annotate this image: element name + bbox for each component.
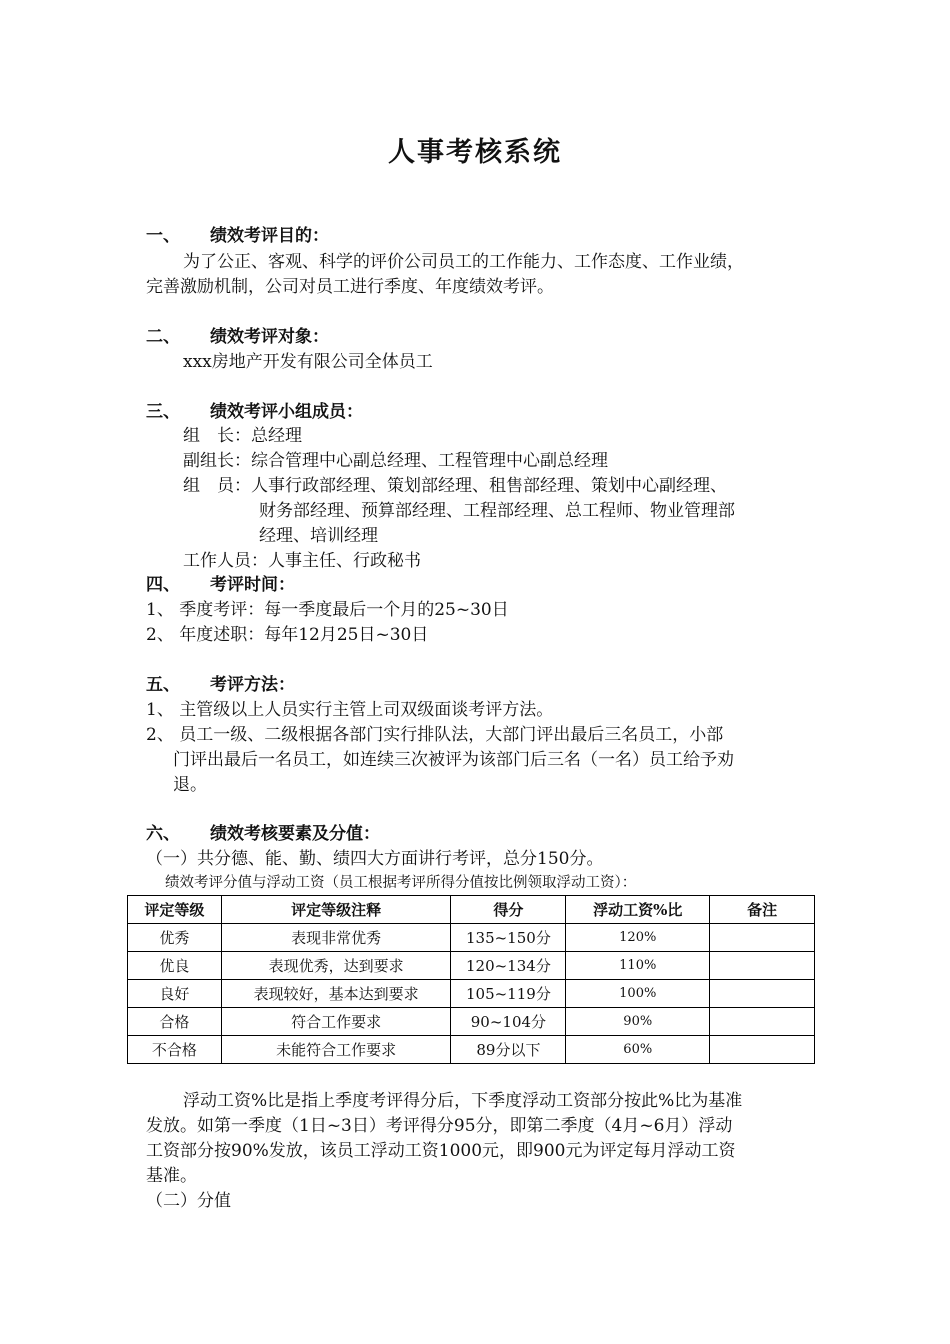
- staff-value: 人事主任、行政秘书: [268, 551, 421, 571]
- purpose-line-1: 为了公正、客观、科学的评价公司员工的工作能力、工作态度、工作业绩，: [183, 252, 744, 272]
- staff-label: 工作人员：: [183, 551, 268, 571]
- table-row: [128, 924, 815, 952]
- section-number: 六、: [146, 824, 180, 844]
- cell-remark: [710, 924, 815, 952]
- deputy-label: 副组长：: [183, 451, 251, 471]
- section-number: 五、: [146, 675, 180, 695]
- column-header-float-pay: 浮动工资%比: [566, 896, 710, 924]
- note-line-2: 发放。如第一季度（1日~3日）考评得分95分，即第二季度（4月~6月）浮动: [146, 1116, 733, 1136]
- member-value-line-1: 人事行政部经理、策划部经理、租售部经理、策划中心副经理、: [251, 476, 727, 496]
- note-line-4: 基准。: [146, 1166, 197, 1186]
- table-row: [128, 980, 815, 1008]
- method-item-2-line-2: 门评出最后一名员工，如连续三次被评为该部门后三名（一名）员工给予劝: [173, 750, 734, 770]
- cell-grade: 不合格: [128, 1036, 222, 1064]
- section-heading-method: [146, 673, 295, 697]
- section-number: 三、: [146, 402, 180, 422]
- time-item-1: 1、 季度考评：每一季度最后一个月的25~30日: [146, 600, 509, 620]
- section-number: 四、: [146, 575, 180, 595]
- leader-label: 组 长：: [183, 426, 251, 446]
- cell-float-pay: 60%: [566, 1036, 710, 1064]
- members-group: [183, 474, 727, 498]
- section-title: 绩效考核要素及分值：: [210, 824, 380, 844]
- table-caption: 绩效考评分值与浮动工资（员工根据考评所得分值按比例领取浮动工资）：: [165, 875, 637, 891]
- table-row: [128, 1008, 815, 1036]
- section-title: 绩效考评目的：: [210, 226, 329, 246]
- method-item-1: 1、 主管级以上人员实行主管上司双级面谈考评方法。: [146, 700, 554, 720]
- cell-score: 90~104分: [451, 1008, 566, 1036]
- section-heading-members: [146, 400, 363, 424]
- leader-value: 总经理: [251, 426, 302, 446]
- column-header-score: 得分: [451, 896, 566, 924]
- members-staff: [183, 549, 421, 573]
- cell-grade: 优秀: [128, 924, 222, 952]
- subsection-score: （二）分值: [146, 1191, 231, 1211]
- cell-description: 符合工作要求: [221, 1008, 451, 1036]
- column-header-description: 评定等级注释: [221, 896, 451, 924]
- time-item-2: 2、 年度述职：每年12月25日~30日: [146, 625, 429, 645]
- section-title: 考评方法：: [210, 675, 295, 695]
- cell-description: 表现优秀，达到要求: [221, 952, 451, 980]
- cell-remark: [710, 952, 815, 980]
- note-line-1: 浮动工资%比是指上季度考评得分后，下季度浮动工资部分按此%比为基准: [183, 1091, 743, 1111]
- table-header-row: [128, 896, 815, 924]
- cell-float-pay: 110%: [566, 952, 710, 980]
- members-deputy: [183, 449, 608, 473]
- cell-remark: [710, 980, 815, 1008]
- table-row: [128, 1036, 815, 1064]
- cell-remark: [710, 1008, 815, 1036]
- column-header-grade: 评定等级: [128, 896, 222, 924]
- cell-float-pay: 120%: [566, 924, 710, 952]
- target-text: xxx房地产开发有限公司全体员工: [183, 352, 433, 372]
- cell-description: 表现较好，基本达到要求: [221, 980, 451, 1008]
- cell-float-pay: 90%: [566, 1008, 710, 1036]
- cell-grade: 合格: [128, 1008, 222, 1036]
- grade-table: [127, 895, 815, 1064]
- cell-grade: 优良: [128, 952, 222, 980]
- cell-score: 105~119分: [451, 980, 566, 1008]
- cell-float-pay: 100%: [566, 980, 710, 1008]
- member-value-line-3: 经理、培训经理: [259, 526, 378, 546]
- section-heading-target: [146, 325, 329, 349]
- table-row: [128, 952, 815, 980]
- note-line-3: 工资部分按90%发放，该员工浮动工资1000元，即900元为评定每月浮动工资: [146, 1141, 736, 1161]
- section-title: 绩效考评对象：: [210, 327, 329, 347]
- method-item-2-line-3: 退。: [173, 775, 207, 795]
- section-heading-factors: [146, 822, 380, 846]
- section-number: 二、: [146, 327, 180, 347]
- section-title: 绩效考评小组成员：: [210, 402, 363, 422]
- factors-intro: （一）共分德、能、勤、绩四大方面讲行考评，总分150分。: [146, 849, 604, 869]
- cell-remark: [710, 1036, 815, 1064]
- cell-description: 未能符合工作要求: [221, 1036, 451, 1064]
- page-title: 人事考核系统: [388, 137, 562, 168]
- purpose-line-2: 完善激励机制，公司对员工进行季度、年度绩效考评。: [146, 277, 554, 297]
- column-header-remark: 备注: [710, 896, 815, 924]
- section-heading-purpose: [146, 224, 329, 248]
- cell-description: 表现非常优秀: [221, 924, 451, 952]
- section-title: 考评时间：: [210, 575, 295, 595]
- deputy-value: 综合管理中心副总经理、工程管理中心副总经理: [251, 451, 608, 471]
- cell-grade: 良好: [128, 980, 222, 1008]
- cell-score: 135~150分: [451, 924, 566, 952]
- members-leader: [183, 424, 302, 448]
- section-number: 一、: [146, 226, 180, 246]
- cell-score: 89分以下: [451, 1036, 566, 1064]
- member-value-line-2: 财务部经理、预算部经理、工程部经理、总工程师、物业管理部: [259, 501, 735, 521]
- method-item-2-line-1: 2、 员工一级、二级根据各部门实行排队法，大部门评出最后三名员工，小部: [146, 725, 724, 745]
- cell-score: 120~134分: [451, 952, 566, 980]
- section-heading-time: [146, 573, 295, 597]
- member-label: 组 员：: [183, 476, 251, 496]
